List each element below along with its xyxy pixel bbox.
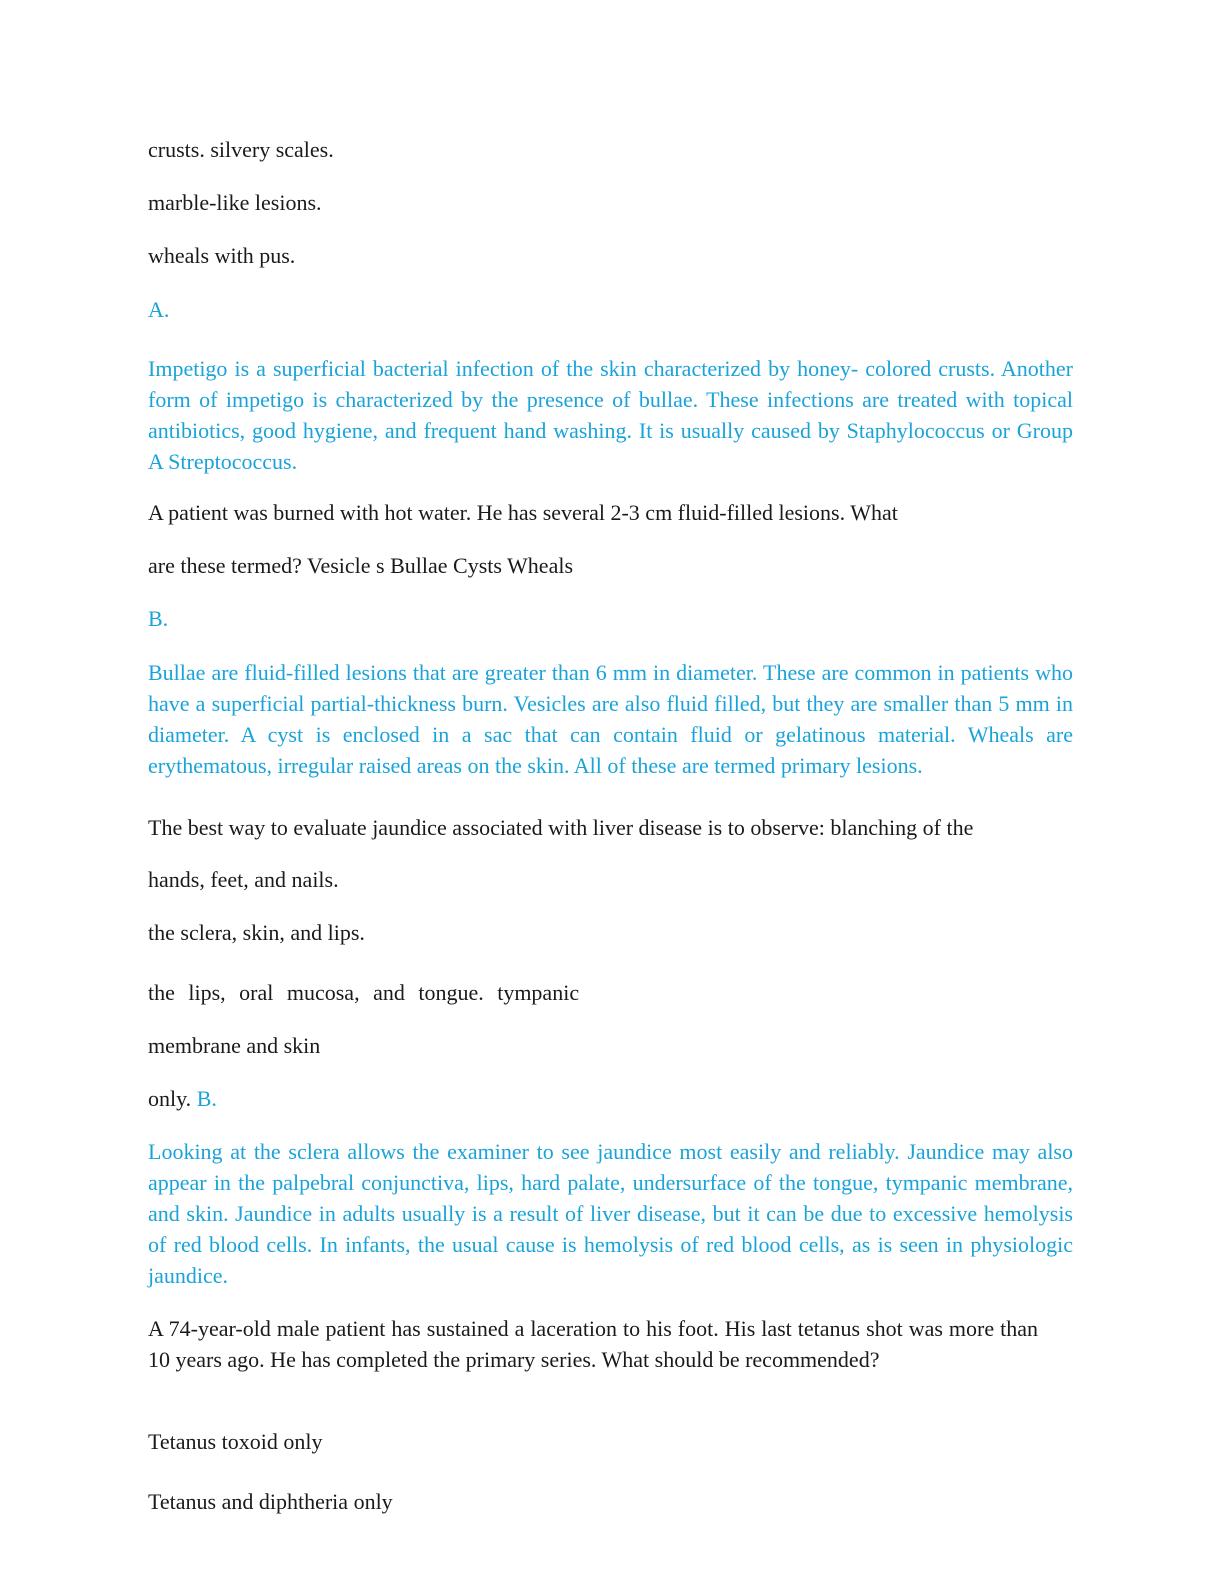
option-wheals: wheals with pus. [148, 243, 296, 268]
option-tetanus-toxoid: Tetanus toxoid only [148, 1429, 323, 1454]
option-sclera: the sclera, skin, and lips. [148, 920, 365, 945]
option-crusts: crusts. silvery scales. [148, 137, 334, 162]
option-tetanus-diphtheria: Tetanus and diphtheria only [148, 1489, 393, 1514]
answer-label: B. [148, 606, 169, 631]
question-jaundice: The best way to evaluate jaundice associated with liver disease is to observe: blanching of the [148, 815, 974, 840]
explanation-impetigo: Impetigo is a superficial bacterial infection of the skin characterized by honey- colored crusts. Another form of impetigo is characterized by the presence of bullae. These infections are treated with topical antibiotics, good hygiene, and frequent hand washing. It is usually caused by Staphylococcus or Group A Streptococcus. [148, 356, 1073, 474]
option-only: only. [148, 1086, 192, 1111]
option-marble: marble-like lesions. [148, 190, 322, 215]
answer-label: B. [196, 1086, 217, 1111]
explanation-jaundice: Looking at the sclera allows the examiner to see jaundice most easily and reliably. Jaundice may also appear in the palpebral conjunctiva, lips, hard palate, undersurface of the tongue, tympanic membrane, and skin. Jaundice in adults usually is a result of liver disease, but it can be due to excessive hemolysis of red blood cells. In infants, the usual cause is hemolysis of red blood cells, as is seen in physiologic jaundice. [148, 1139, 1073, 1288]
question-burn-options: are these termed? Vesicle s Bullae Cysts Wheals [148, 553, 574, 578]
option-membrane: membrane and skin [148, 1033, 321, 1058]
explanation-bullae: Bullae are fluid-filled lesions that are greater than 6 mm in diameter. These are common in patients who have a superficial partial-thickness burn. Vesicles are also fluid filled, but they are smaller than 5 mm in diameter. A cyst is enclosed in a sac that can contain fluid or gelatinous material. Wheals are erythematous, irregular raised areas on the skin. All of these are termed primary lesions. [148, 660, 1073, 778]
option-lips: the lips, oral mucosa, and tongue. tympanic [148, 980, 580, 1005]
question-burn: A patient was burned with hot water. He has several 2-3 cm fluid-filled lesions. What [148, 500, 898, 525]
answer-label: A. [148, 297, 170, 322]
option-only-line [148, 1086, 217, 1112]
option-hands: hands, feet, and nails. [148, 867, 339, 892]
question-tetanus: A 74-year-old male patient has sustained a laceration to his foot. His last tetanus shot was more than 10 years ago. He has completed the primary series. What should be recommended? [148, 1316, 1038, 1372]
